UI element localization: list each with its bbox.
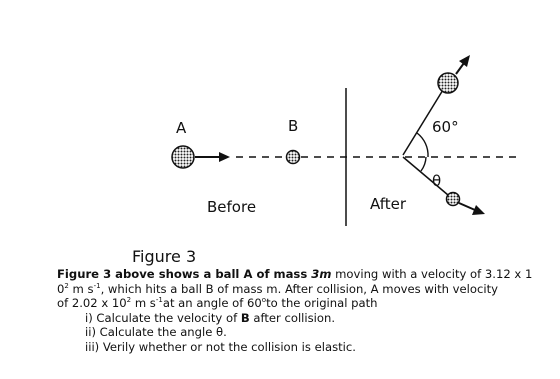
angle-label-a: 60°	[432, 118, 459, 136]
problem-line-3	[57, 296, 527, 311]
mass-3m: 3m	[311, 267, 332, 281]
problem-line-3-sup-1: 2	[126, 296, 132, 304]
angle-label-b: θ	[432, 172, 442, 190]
angle-arc-theta	[421, 157, 426, 171]
problem-line-1	[57, 267, 533, 282]
label-b: B	[288, 117, 299, 135]
question-3: iii) Verily whether or not the collision is elastic.	[85, 339, 356, 354]
problem-line-1-part-3: of mass	[252, 267, 312, 281]
problem-line-2-part-1: 0	[57, 281, 65, 296]
question-2: ii) Calculate the angle θ.	[85, 325, 227, 339]
label-after: After	[370, 195, 407, 213]
problem-line-3-sup-2: -1	[155, 296, 163, 304]
figure-title: Figure 3	[132, 247, 197, 266]
question-1	[57, 311, 527, 326]
ball-b-after	[447, 193, 460, 206]
problem-line-2-sup-2: -1	[93, 281, 101, 290]
ball-b-before	[287, 151, 300, 164]
problem-line-1-part-5: moving with a velocity of 3.12 x 1	[331, 267, 533, 281]
question-1-part-1: i) Calculate the velocity of	[85, 310, 241, 325]
ball-a-before	[172, 146, 194, 168]
question-1-part-3: after collision.	[249, 310, 336, 325]
label-before: Before	[207, 198, 257, 216]
problem-line-1-part-1: Figure 3 above shows a ball	[57, 267, 244, 281]
problem-line-2-part-2: m s	[68, 281, 94, 296]
problem-line-3-part-2: m s	[131, 296, 156, 310]
problem-line-2-part-3: , which hits a ball B of mass m. After collision, A moves with velocity	[100, 281, 498, 296]
problem-line-2-sup-1: 2	[64, 281, 69, 290]
velocity-arrow-a	[195, 152, 230, 162]
angle-arc-60	[417, 133, 428, 157]
ball-a-after	[438, 73, 458, 93]
velocity-arrow-a-after	[456, 55, 470, 74]
ball-a-ref: A	[243, 267, 253, 281]
problem-text	[57, 267, 533, 354]
problem-line-2	[57, 282, 527, 297]
ball-b-ref: B	[240, 310, 250, 325]
problem-line-3-part-3: at an angle of 60	[162, 296, 262, 310]
label-a: A	[176, 119, 187, 137]
problem-line-3-sup-3: o	[261, 296, 267, 304]
problem-line-3-part-1: of 2.02 x 10	[57, 296, 127, 310]
velocity-arrow-b-after	[459, 203, 485, 215]
problem-line-3-part-4: to the original path	[266, 296, 378, 310]
